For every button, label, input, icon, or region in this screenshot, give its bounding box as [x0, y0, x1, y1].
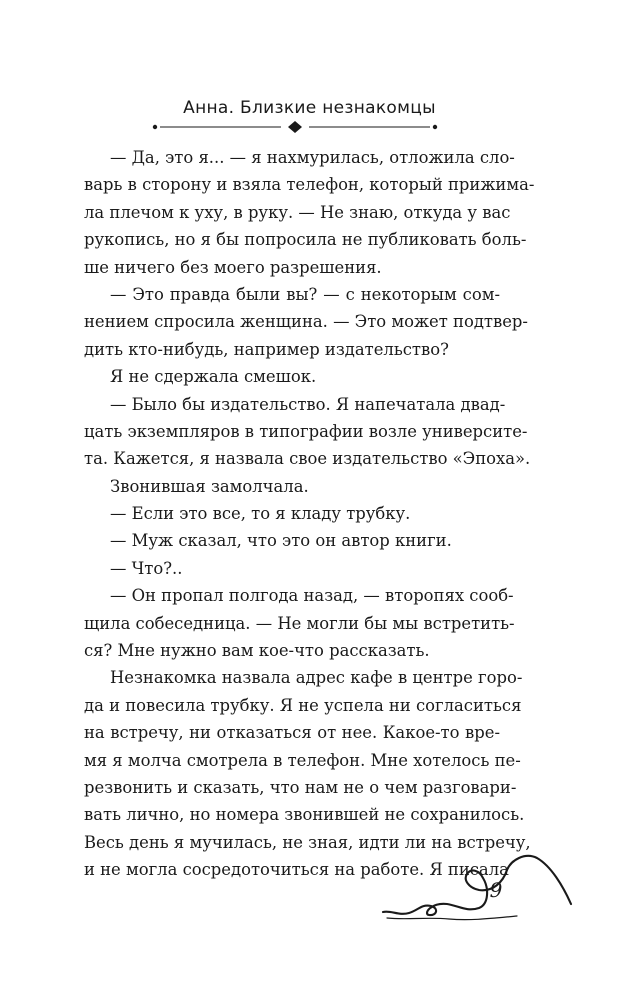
text-line: Звонившая замолчала.	[110, 476, 309, 496]
ornament-right-dot	[433, 125, 437, 129]
text-line: да и повесила трубку. Я не успела ни согласиться	[84, 695, 522, 715]
body-text	[84, 144, 535, 884]
text-line: варь в сторону и взяла телефон, который прижима-	[84, 175, 535, 195]
text-line: ся? Мне нужно вам кое-что рассказать.	[84, 641, 430, 661]
text-line: щила собеседница. — Не могли бы мы встретить-	[84, 613, 515, 633]
text-line: рукопись, но я бы попросила не публиковать боль-	[84, 230, 527, 250]
text-line: — Он пропал полгода назад, — второпях сооб-	[110, 586, 514, 606]
text-line: Весь день я мучилась, не зная, идти ли на встречу,	[84, 832, 531, 852]
text-line: и не могла сосредоточиться на работе. Я писала	[84, 860, 509, 880]
text-line: на встречу, ни отказаться от нее. Какое-то вре-	[84, 723, 500, 743]
ornament-diamond	[288, 121, 302, 133]
page-number-flourish	[375, 846, 575, 936]
text-line: ла плечом к уху, в руку. — Не знаю, откуда у вас	[84, 202, 511, 222]
ornament-left-dot	[153, 125, 157, 129]
text-line: — Если это все, то я кладу трубку.	[110, 504, 411, 524]
running-head: Анна. Близкие незнакомцы	[183, 98, 436, 118]
page-number: 9	[489, 878, 503, 902]
text-line: ше ничего без моего разрешения.	[84, 257, 382, 277]
text-line: Я не сдержала смешок.	[110, 367, 317, 387]
text-line: дить кто-нибудь, например издательство?	[84, 339, 449, 359]
text-line: — Было бы издательство. Я напечатала двад-	[110, 394, 506, 414]
text-line: та. Кажется, я назвала свое издательство «Эпоха».	[84, 449, 531, 469]
text-line: Незнакомка назвала адрес кафе в центре горо-	[110, 668, 523, 688]
text-line: резвонить и сказать, что нам не о чем разговари-	[84, 777, 517, 797]
text-line: нением спросила женщина. — Это может подтвер-	[84, 312, 528, 332]
text-line: — Это правда были вы? — с некоторым сом-	[110, 284, 500, 304]
text-line: вать лично, но номера звонившей не сохранилось.	[84, 805, 525, 825]
text-line: мя я молча смотрела в телефон. Мне хотелось пе-	[84, 750, 521, 770]
text-line: цать экземпляров в типографии возле университе-	[84, 421, 528, 441]
text-line: — Да, это я... — я нахмурилась, отложила сло-	[110, 148, 515, 167]
text-line: — Муж сказал, что это он автор книги.	[110, 531, 452, 551]
ornament-divider	[150, 118, 440, 136]
text-line: — Что?..	[110, 558, 183, 578]
